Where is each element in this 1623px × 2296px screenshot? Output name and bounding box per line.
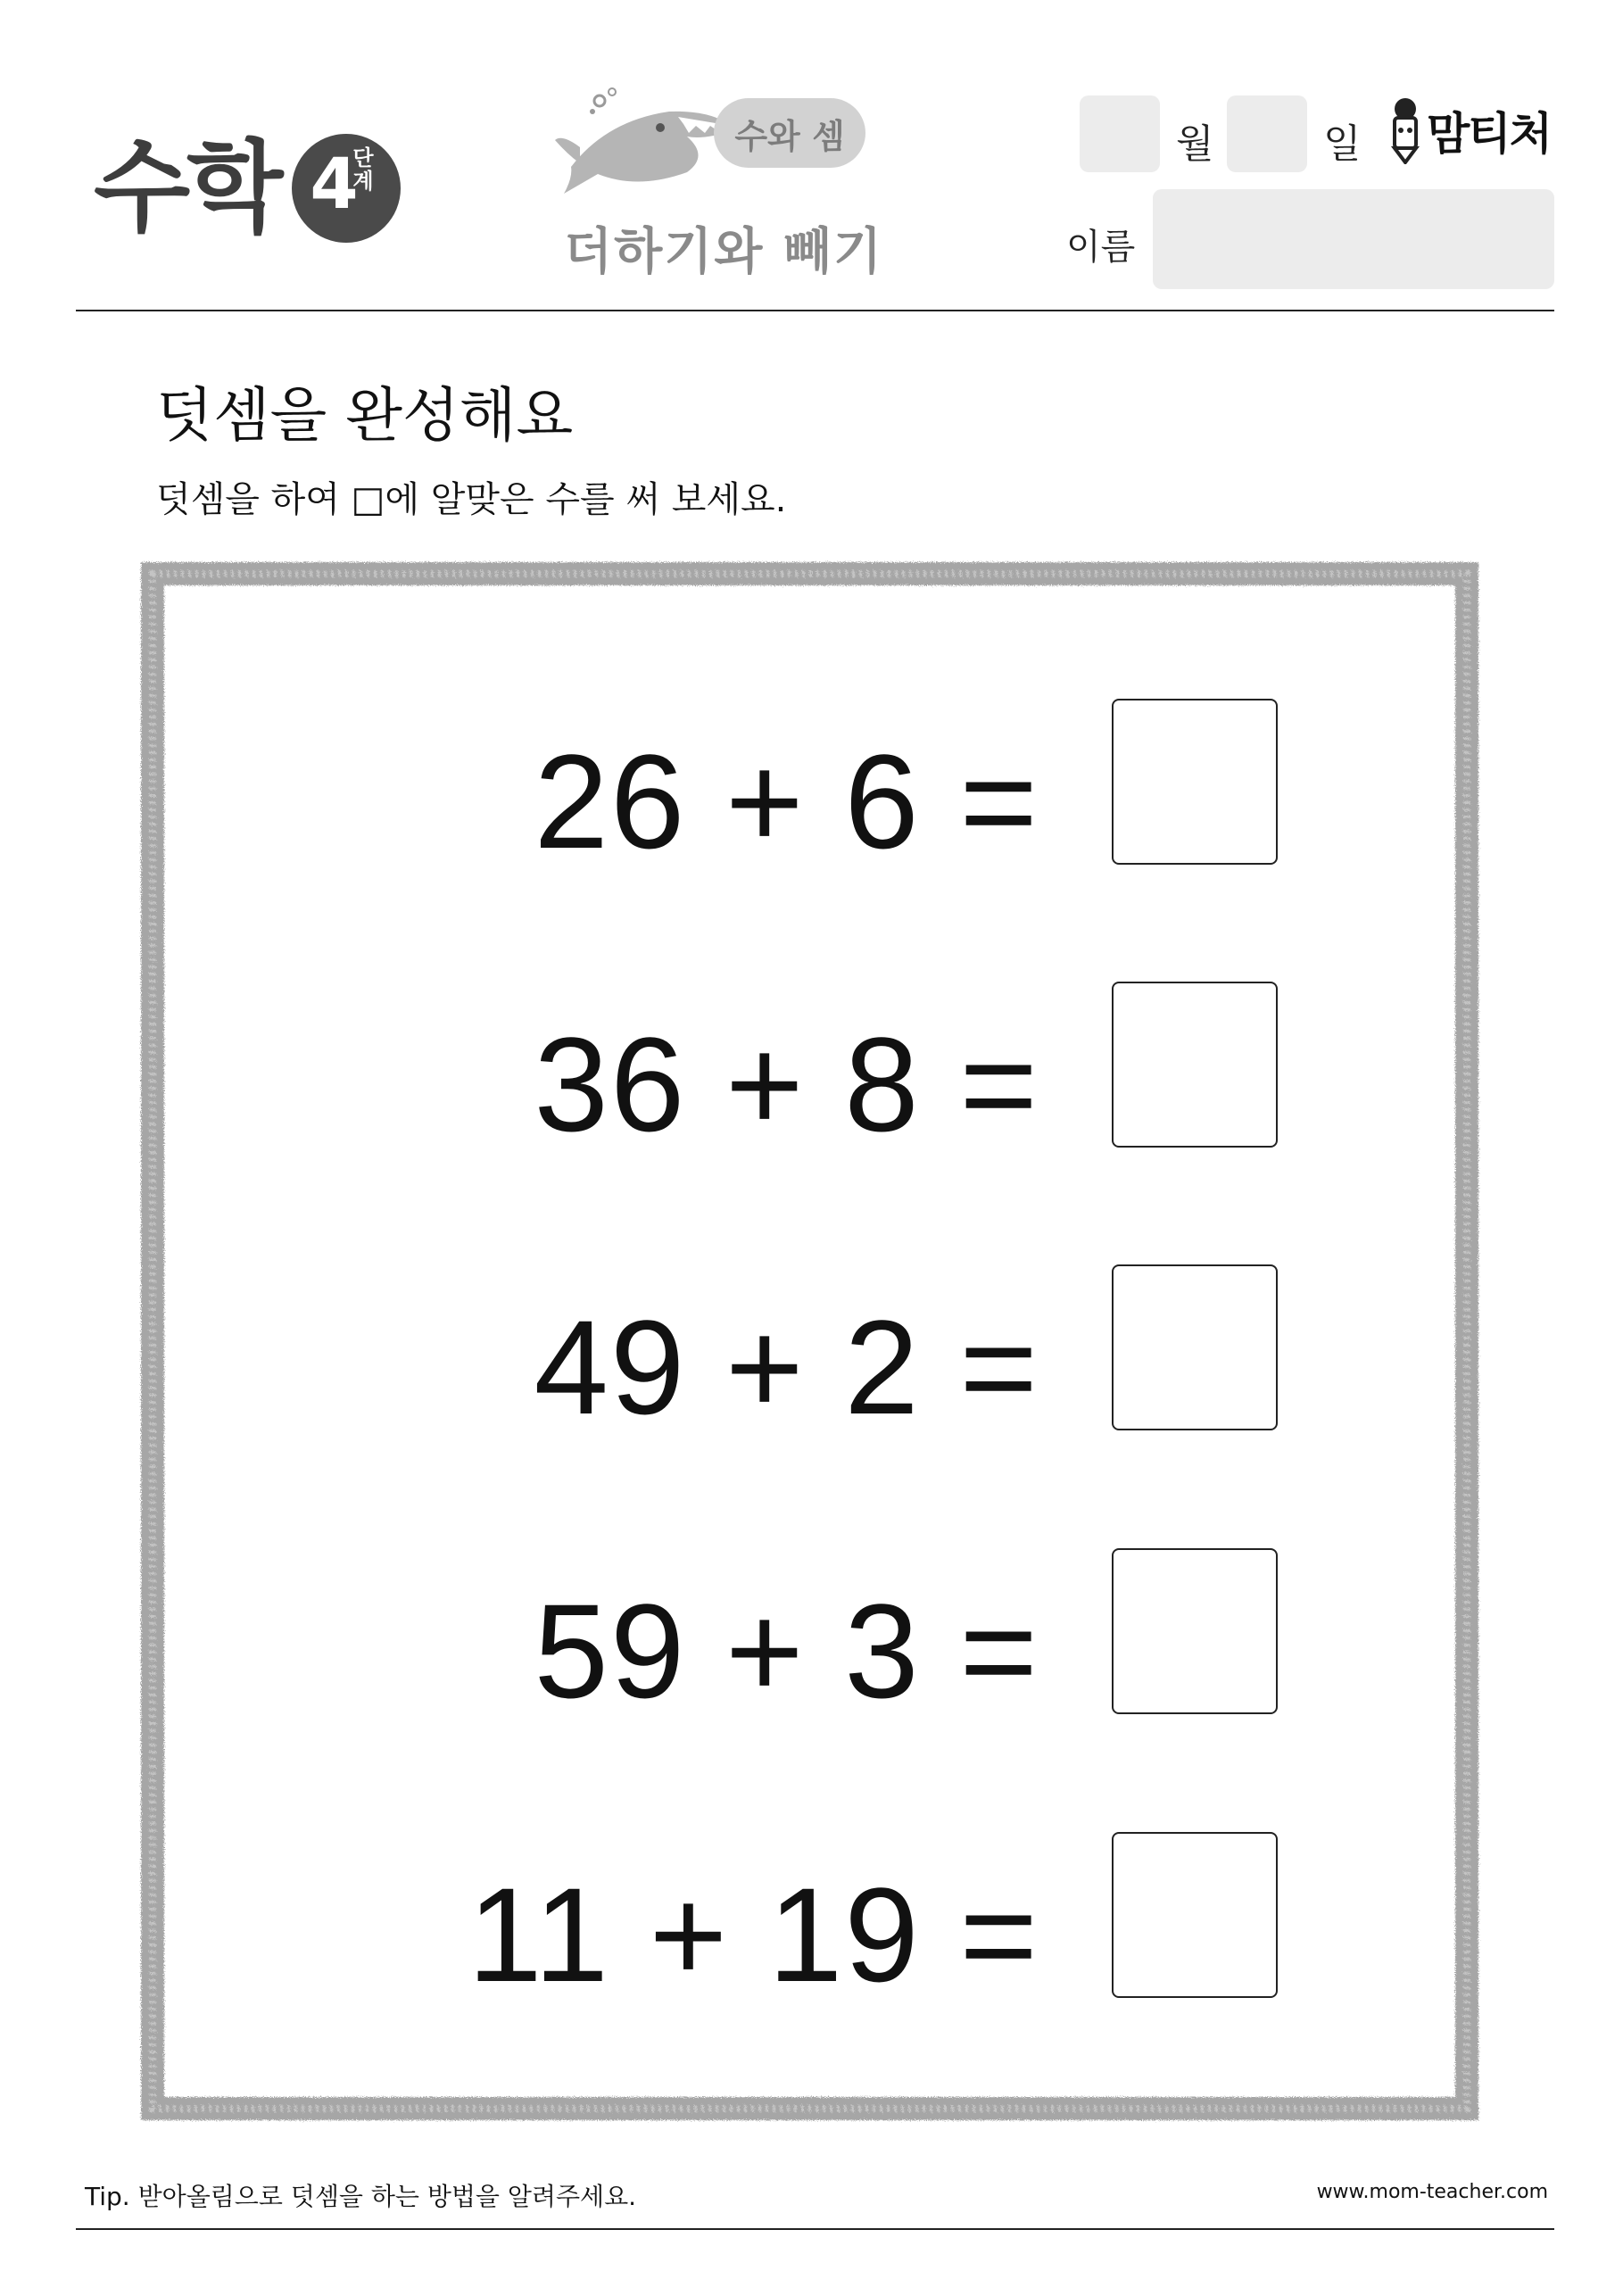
subject-title: 수학 xyxy=(94,130,280,246)
day-field[interactable] xyxy=(1227,95,1307,172)
level-word: 단계 xyxy=(352,145,374,195)
equation-text: 11 + 19 = xyxy=(468,1860,1039,2010)
worksheet-heading: 덧셈을 완성해요 xyxy=(156,381,574,450)
problem-row xyxy=(138,1832,1298,2010)
equation-text: 59 + 3 = xyxy=(534,1576,1039,1726)
equation-text: 49 + 2 = xyxy=(534,1292,1039,1442)
footer-divider xyxy=(76,2228,1554,2230)
month-label: 월 xyxy=(1176,121,1214,167)
month-field[interactable] xyxy=(1080,95,1160,172)
topic-pill: 수와 셈 xyxy=(714,98,865,168)
website-link[interactable]: www.mom-teacher.com xyxy=(1316,2181,1548,2203)
logo xyxy=(1387,96,1551,164)
answer-box[interactable] xyxy=(1112,982,1278,1148)
level-badge xyxy=(292,134,401,243)
name-label: 이름 xyxy=(1066,227,1136,268)
answer-box[interactable] xyxy=(1112,699,1278,865)
worksheet-instruction: 덧셈을 하여 □에 알맞은 수를 써 보세요. xyxy=(156,479,787,520)
equation-text: 26 + 6 = xyxy=(534,726,1039,876)
answer-box[interactable] xyxy=(1112,1264,1278,1430)
problem-row xyxy=(138,699,1298,877)
pencil-mascot-icon xyxy=(1387,96,1423,164)
answer-box[interactable] xyxy=(1112,1832,1278,1998)
problem-row xyxy=(138,1548,1298,1727)
problem-row xyxy=(138,1264,1298,1443)
problem-row xyxy=(138,982,1298,1160)
name-field[interactable] xyxy=(1153,189,1554,289)
header-divider xyxy=(76,310,1554,311)
logo-text: 맘티처 xyxy=(1427,108,1551,160)
problem-frame xyxy=(138,559,1481,2123)
brand-title-block xyxy=(94,130,401,246)
day-label: 일 xyxy=(1323,121,1362,167)
tip-text: Tip. 받아올림으로 덧셈을 하는 방법을 알려주세요. xyxy=(85,2182,637,2211)
worksheet-subtitle: 더하기와 빼기 xyxy=(564,223,884,281)
equation-text: 36 + 8 = xyxy=(534,1009,1039,1159)
answer-box[interactable] xyxy=(1112,1548,1278,1714)
level-number: 4 xyxy=(310,145,359,225)
